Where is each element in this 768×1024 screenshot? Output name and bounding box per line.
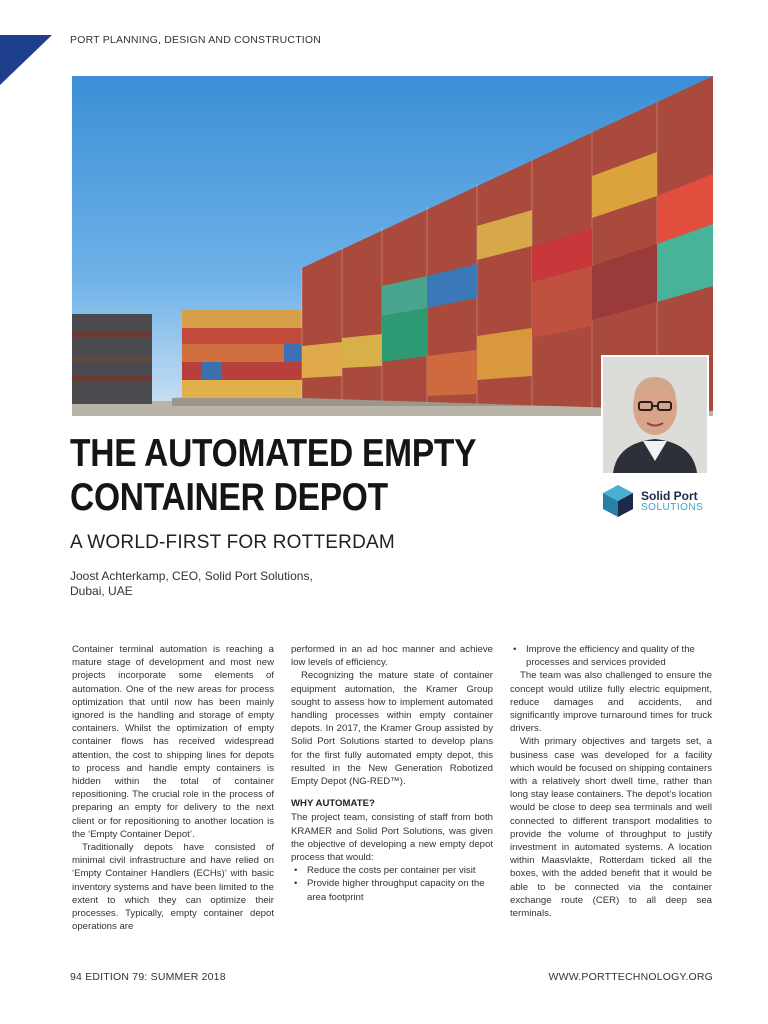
paragraph: Recognizing the mature state of container equipment automation, the Kramer Group sought to assess how to implement automated handling processes within empty container depots. In 2017, the Kramer Group assisted by Solid Port Solutions started to develop plans for the first fully automated empty depot, this resulted in the New Generation Robotized Empty Depot (NG-RED™). (291, 670, 493, 788)
paragraph: performed in an ad hoc manner and achieve low levels of efficiency. (291, 644, 493, 669)
section-heading: WHY AUTOMATE? (291, 798, 375, 810)
logo-cube-icon (601, 484, 635, 518)
section-label: PORT PLANNING, DESIGN AND CONSTRUCTION (70, 34, 322, 46)
portrait-illustration (603, 357, 707, 473)
bullet-item: • Reduce the costs per container per visit (307, 864, 493, 877)
paragraph: With primary objectives and targets set, a business case was developed for a facility which would be focused on shipping containers with a relatively short dwell time, rather than long stay lease containers. The depot’s location would be close to deep sea terminals and well connected to different transport modalities to provide the volume of throughput to justify investment in automated systems. A location within Maasvlakte, Rotterdam ticked all the boxes, with the added benefit that it would be able to be connected via the container exchange route (CER) to all deep sea terminals. (510, 736, 712, 920)
title-line-1: THE AUTOMATED EMPTY (70, 432, 477, 475)
bullet-item: • Improve the efficiency and quality of the processes and services provided (526, 643, 712, 669)
page-number-edition: 94 EDITION 79: SUMMER 2018 (70, 971, 226, 983)
paragraph: The project team, consisting of staff from both KRAMER and Solid Port Solutions, was given the objective of developing a new empty depot process that would: (291, 812, 493, 864)
article-title (70, 432, 517, 520)
body-column-3 (510, 643, 712, 920)
author-line-2: Dubai, UAE (70, 584, 133, 598)
article-subtitle: A WORLD-FIRST FOR ROTTERDAM (70, 532, 395, 553)
body-column-2 (291, 643, 493, 904)
author-portrait (601, 355, 709, 475)
bullet-item: • Provide higher throughput capacity on the area footprint (307, 877, 493, 903)
title-line-2: CONTAINER DEPOT (70, 476, 388, 519)
body-column-1 (72, 643, 274, 933)
logo-name: Solid Port (641, 488, 698, 503)
corner-accent (0, 35, 52, 85)
paragraph: The team was also challenged to ensure the concept would utilize fully electric equipment, reduce damages and accidents, and significantly improve turnaround times for truck drivers. (510, 670, 712, 735)
bullet-list (291, 864, 493, 904)
solid-port-solutions-logo (601, 483, 713, 519)
paragraph: Traditionally depots have consisted of minimal civil infrastructure and have relied on ‘Empty Container Handlers (ECHs)’ with basic inventory systems and have been limited to the extent to which they can optimize their processes. Typically, empty container depot operations are (72, 842, 274, 933)
author-line-1: Joost Achterkamp, CEO, Solid Port Solutions, (70, 569, 313, 583)
author-byline (70, 569, 313, 599)
website-link[interactable]: WWW.PORTTECHNOLOGY.ORG (548, 971, 713, 983)
bullet-list (510, 643, 712, 669)
logo-sub: SOLUTIONS (641, 501, 704, 513)
paragraph: Container terminal automation is reaching a mature stage of development and most new projects incorporate some elements of automation. One of the new areas for process optimization that until now has been mainly ignored is the handling and storage of empty containers. Whilst the optimization of empty container flows has received widespread attention, the cost to shipping lines for depots to process and handle empty containers is hidden within the total of container repositioning. The crucial role in the process of preparing an empty for delivery to the next client or for repositioning to another location is the ‘Empty Container Depot’. (72, 644, 274, 840)
